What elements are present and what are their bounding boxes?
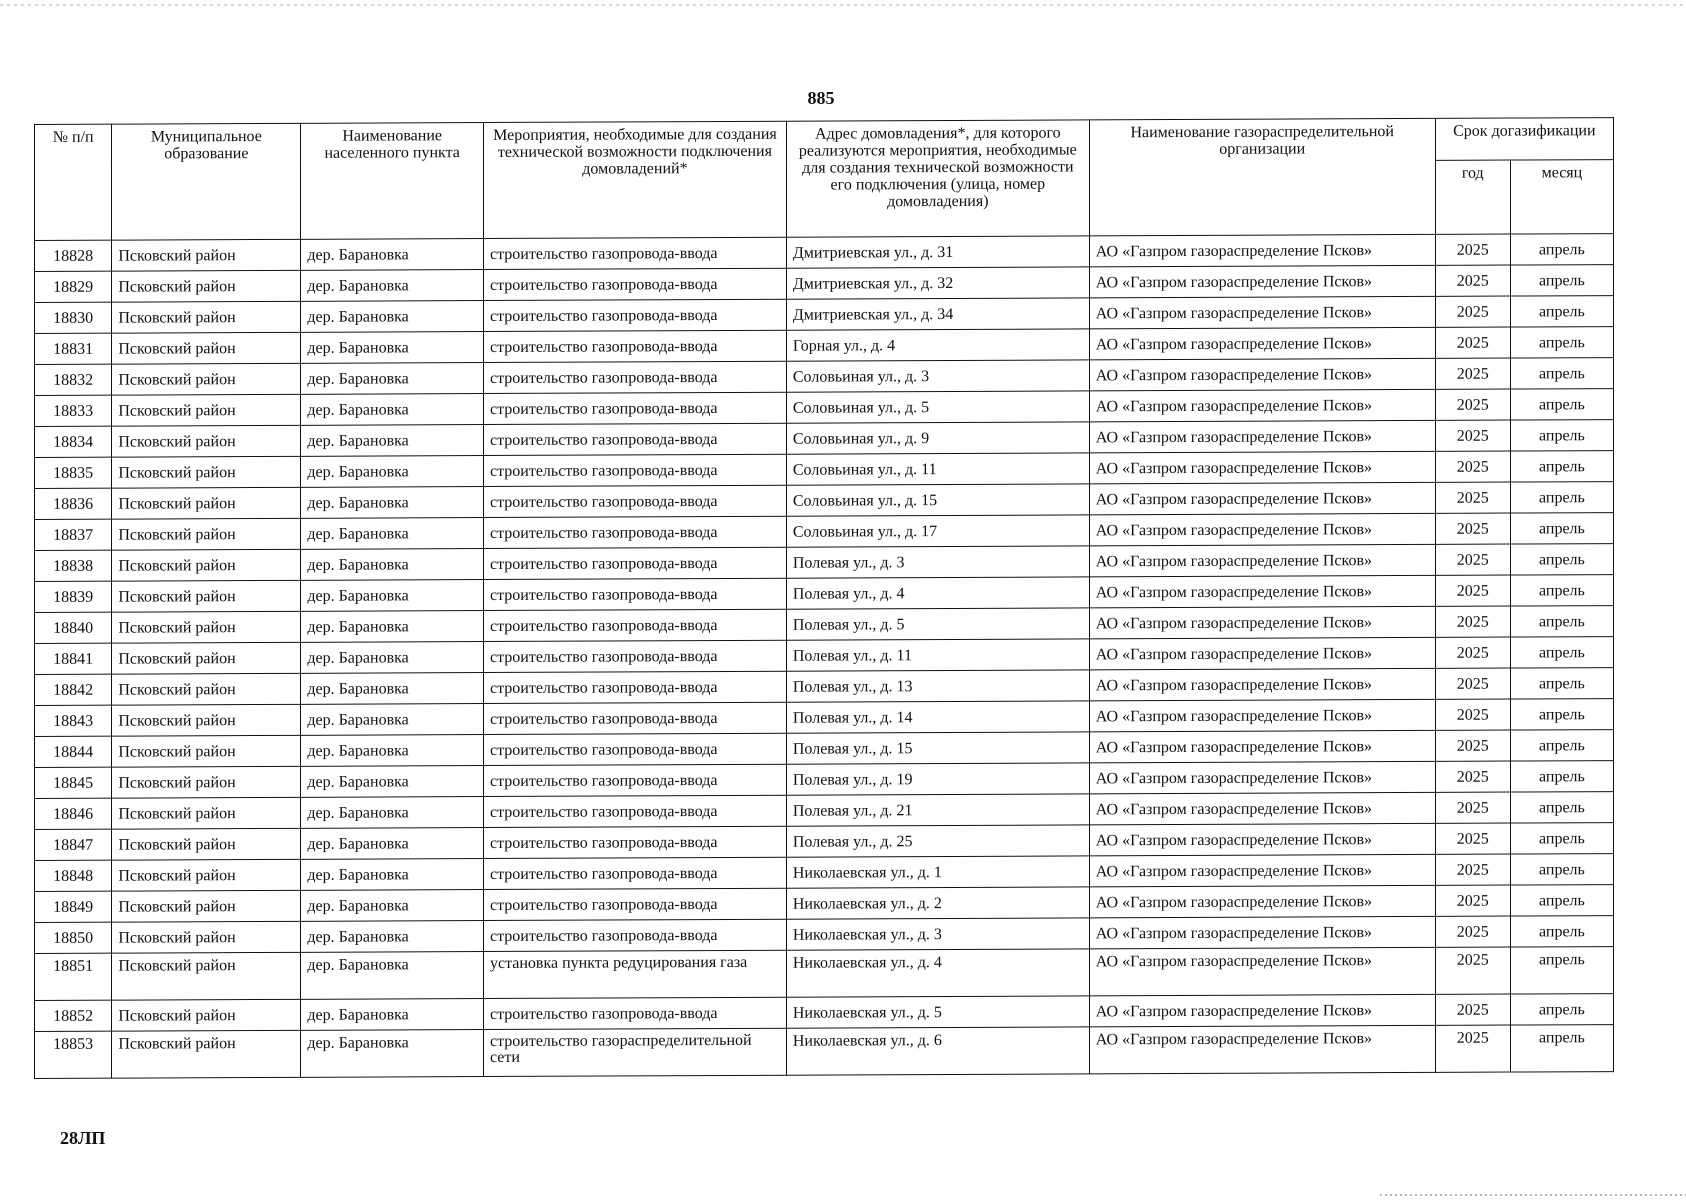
cell-organization: АО «Газпром газораспределение Псков» [1089,544,1435,577]
cell-year: 2025 [1435,482,1510,513]
cell-organization: АО «Газпром газораспределение Псков» [1089,947,1435,996]
cell-num: 18829 [35,271,112,302]
cell-year: 2025 [1435,730,1510,761]
cell-year: 2025 [1435,854,1510,885]
cell-address: Дмитриевская ул., д. 31 [786,236,1089,268]
cell-municipality: Псковский район [112,549,301,581]
cell-measure: строительство газопровода-ввода [483,485,786,517]
cell-settlement: дер. Барановка [301,1030,484,1078]
cell-settlement: дер. Барановка [301,332,484,364]
table-header [35,118,1614,241]
cell-month: апрель [1510,885,1613,916]
cell-measure: строительство газопровода-ввода [483,423,786,455]
cell-address: Полевая ул., д. 25 [786,825,1089,857]
cell-measure: строительство газопровода-ввода [483,237,786,269]
cell-settlement: дер. Барановка [301,704,484,736]
cell-measure: строительство газопровода-ввода [483,547,786,579]
cell-year: 2025 [1435,761,1510,792]
cell-municipality: Псковский район [112,425,301,457]
cell-municipality: Псковский район [112,611,301,643]
cell-municipality: Псковский район [112,518,301,550]
cell-month: апрель [1510,420,1613,451]
cell-measure: установка пункта редуцирования газа [483,950,786,998]
cell-address: Николаевская ул., д. 5 [786,996,1089,1028]
cell-organization: АО «Газпром газораспределение Псков» [1089,296,1435,329]
cell-month: апрель [1510,637,1613,668]
cell-num: 18832 [35,364,112,395]
cell-measure: строительство газопровода-ввода [483,454,786,486]
cell-measure: строительство газопровода-ввода [483,919,786,951]
cell-month: апрель [1510,327,1613,358]
cell-month: апрель [1510,854,1613,885]
cell-year: 2025 [1435,513,1510,544]
cell-organization: АО «Газпром газораспределение Псков» [1089,885,1435,918]
cell-organization: АО «Газпром газораспределение Псков» [1089,389,1435,422]
cell-measure: строительство газопровода-ввода [483,764,786,796]
cell-settlement: дер. Барановка [301,999,484,1031]
cell-settlement: дер. Барановка [301,921,484,953]
cell-year: 2025 [1435,994,1510,1025]
cell-address: Полевая ул., д. 4 [786,577,1089,609]
cell-address: Соловьиная ул., д. 5 [786,391,1089,423]
cell-settlement: дер. Барановка [301,828,484,860]
cell-address: Полевая ул., д. 3 [786,546,1089,578]
cell-settlement: дер. Барановка [301,549,484,581]
header-organization: Наименование газораспределительной организации [1089,118,1435,236]
cell-year: 2025 [1435,916,1510,947]
cell-settlement: дер. Барановка [301,766,484,798]
cell-organization: АО «Газпром газораспределение Псков» [1089,854,1435,887]
cell-organization: АО «Газпром газораспределение Псков» [1089,1025,1435,1074]
cell-num: 18853 [35,1031,112,1078]
cell-measure: строительство газопровода-ввода [483,702,786,734]
cell-municipality: Псковский район [112,766,301,798]
cell-num: 18840 [35,612,112,643]
cell-address: Полевая ул., д. 21 [786,794,1089,826]
cell-num: 18837 [35,519,112,550]
cell-organization: АО «Газпром газораспределение Псков» [1089,761,1435,794]
cell-address: Николаевская ул., д. 2 [786,887,1089,919]
cell-year: 2025 [1435,668,1510,699]
header-address: Адрес домовладения*, для которого реализуются мероприятия, необходимые для создания технической возможности его подключения (улица, номер домовладения) [786,120,1089,237]
cell-address: Николаевская ул., д. 6 [786,1027,1089,1075]
cell-num: 18845 [35,767,112,798]
cell-organization: АО «Газпром газораспределение Псков» [1089,730,1435,763]
cell-year: 2025 [1435,885,1510,916]
cell-organization: АО «Газпром газораспределение Псков» [1089,358,1435,391]
cell-settlement: дер. Барановка [301,394,484,426]
table-row [35,1025,1614,1079]
cell-measure: строительство газопровода-ввода [483,516,786,548]
cell-year: 2025 [1435,637,1510,668]
cell-num: 18833 [35,395,112,426]
cell-year: 2025 [1435,544,1510,575]
cell-month: апрель [1510,792,1613,823]
cell-num: 18847 [35,829,112,860]
cell-settlement: дер. Барановка [301,301,484,333]
cell-month: апрель [1510,482,1613,513]
cell-month: апрель [1510,544,1613,575]
cell-settlement: дер. Барановка [301,642,484,674]
cell-organization: АО «Газпром газораспределение Псков» [1089,420,1435,453]
cell-municipality: Псковский район [112,394,301,426]
cell-municipality: Псковский район [112,952,301,1000]
table-row [35,947,1614,1001]
cell-num: 18844 [35,736,112,767]
cell-month: апрель [1510,823,1613,854]
cell-num: 18836 [35,488,112,519]
cell-address: Соловьиная ул., д. 15 [786,484,1089,516]
header-month: месяц [1510,160,1613,234]
cell-municipality: Псковский район [112,270,301,302]
cell-organization: АО «Газпром газораспределение Псков» [1089,234,1435,267]
cell-month: апрель [1510,699,1613,730]
scan-edge-top [0,4,1686,6]
cell-municipality: Псковский район [112,487,301,519]
cell-measure: строительство газопровода-ввода [483,330,786,362]
cell-num: 18835 [35,457,112,488]
cell-organization: АО «Газпром газораспределение Псков» [1089,327,1435,360]
cell-settlement: дер. Барановка [301,673,484,705]
cell-organization: АО «Газпром газораспределение Псков» [1089,265,1435,298]
cell-measure: строительство газопровода-ввода [483,392,786,424]
cell-settlement: дер. Барановка [301,270,484,302]
cell-municipality: Псковский район [112,1030,301,1078]
cell-organization: АО «Газпром газораспределение Псков» [1089,668,1435,701]
cell-year: 2025 [1435,358,1510,389]
cell-municipality: Псковский район [112,301,301,333]
cell-organization: АО «Газпром газораспределение Псков» [1089,451,1435,484]
cell-month: апрель [1510,994,1613,1025]
header-year: год [1435,160,1510,234]
cell-address: Полевая ул., д. 14 [786,701,1089,733]
cell-month: апрель [1510,1025,1613,1072]
table-body [35,234,1614,1079]
header-term: Срок догазификации [1435,118,1613,161]
cell-settlement: дер. Барановка [301,952,484,1000]
cell-num: 18834 [35,426,112,457]
cell-organization: АО «Газпром газораспределение Псков» [1089,792,1435,825]
cell-year: 2025 [1435,947,1510,994]
cell-year: 2025 [1435,265,1510,296]
cell-num: 18841 [35,643,112,674]
cell-year: 2025 [1435,389,1510,420]
cell-measure: строительство газопровода-ввода [483,361,786,393]
cell-settlement: дер. Барановка [301,239,484,271]
cell-month: апрель [1510,947,1613,994]
cell-month: апрель [1510,761,1613,792]
cell-year: 2025 [1435,420,1510,451]
cell-organization: АО «Газпром газораспределение Псков» [1089,637,1435,670]
cell-municipality: Псковский район [112,890,301,922]
cell-settlement: дер. Барановка [301,518,484,550]
cell-measure: строительство газопровода-ввода [483,578,786,610]
cell-settlement: дер. Барановка [301,797,484,829]
cell-municipality: Псковский район [112,999,301,1031]
cell-municipality: Псковский район [112,828,301,860]
cell-municipality: Псковский район [112,642,301,674]
cell-measure: строительство газопровода-ввода [483,268,786,300]
scan-edge-bottom [1380,1194,1686,1196]
cell-num: 18830 [35,302,112,333]
header-municipality: Муниципальное образование [112,123,301,240]
gasification-table [34,117,1614,1079]
cell-month: апрель [1510,668,1613,699]
cell-month: апрель [1510,575,1613,606]
cell-address: Николаевская ул., д. 1 [786,856,1089,888]
cell-num: 18828 [35,240,112,271]
cell-num: 18838 [35,550,112,581]
cell-month: апрель [1510,358,1613,389]
cell-num: 18848 [35,860,112,891]
cell-settlement: дер. Барановка [301,363,484,395]
cell-municipality: Псковский район [112,673,301,705]
cell-measure: строительство газопровода-ввода [483,997,786,1029]
cell-settlement: дер. Барановка [301,611,484,643]
cell-num: 18843 [35,705,112,736]
cell-month: апрель [1510,606,1613,637]
cell-year: 2025 [1435,1025,1510,1072]
cell-address: Соловьиная ул., д. 11 [786,453,1089,485]
cell-settlement: дер. Барановка [301,859,484,891]
cell-month: апрель [1510,389,1613,420]
cell-month: апрель [1510,730,1613,761]
cell-num: 18852 [35,1000,112,1031]
cell-address: Николаевская ул., д. 4 [786,949,1089,997]
cell-month: апрель [1510,265,1613,296]
cell-municipality: Псковский район [112,580,301,612]
cell-municipality: Псковский район [112,735,301,767]
cell-municipality: Псковский район [112,456,301,488]
cell-month: апрель [1510,296,1613,327]
cell-settlement: дер. Барановка [301,890,484,922]
cell-settlement: дер. Барановка [301,580,484,612]
cell-measure: строительство газопровода-ввода [483,299,786,331]
cell-month: апрель [1510,451,1613,482]
cell-num: 18842 [35,674,112,705]
cell-organization: АО «Газпром газораспределение Псков» [1089,513,1435,546]
cell-year: 2025 [1435,792,1510,823]
cell-year: 2025 [1435,575,1510,606]
cell-measure: строительство газопровода-ввода [483,640,786,672]
cell-address: Соловьиная ул., д. 17 [786,515,1089,547]
cell-address: Полевая ул., д. 11 [786,639,1089,671]
cell-organization: АО «Газпром газораспределение Псков» [1089,699,1435,732]
cell-num: 18849 [35,891,112,922]
header-measures: Мероприятия, необходимые для создания технической возможности подключения домовладений* [483,121,786,238]
cell-num: 18846 [35,798,112,829]
document-code: 28ЛП [60,1128,106,1148]
header-settlement: Наименование населенного пункта [301,123,484,240]
cell-year: 2025 [1435,699,1510,730]
cell-measure: строительство газопровода-ввода [483,857,786,889]
cell-measure: строительство газопровода-ввода [483,795,786,827]
cell-address: Николаевская ул., д. 3 [786,918,1089,950]
cell-settlement: дер. Барановка [301,735,484,767]
cell-num: 18851 [35,953,112,1000]
cell-measure: строительство газопровода-ввода [483,826,786,858]
cell-municipality: Псковский район [112,332,301,364]
cell-organization: АО «Газпром газораспределение Псков» [1089,482,1435,515]
cell-year: 2025 [1435,823,1510,854]
cell-measure: строительство газопровода-ввода [483,888,786,920]
cell-address: Дмитриевская ул., д. 34 [786,298,1089,330]
cell-organization: АО «Газпром газораспределение Псков» [1089,575,1435,608]
cell-municipality: Псковский район [112,363,301,395]
cell-address: Полевая ул., д. 5 [786,608,1089,640]
cell-month: апрель [1510,513,1613,544]
cell-organization: АО «Газпром газораспределение Псков» [1089,823,1435,856]
cell-address: Соловьиная ул., д. 3 [786,360,1089,392]
cell-settlement: дер. Барановка [301,456,484,488]
cell-address: Дмитриевская ул., д. 32 [786,267,1089,299]
cell-year: 2025 [1435,451,1510,482]
cell-municipality: Псковский район [112,239,301,271]
cell-measure: строительство газопровода-ввода [483,733,786,765]
cell-year: 2025 [1435,234,1510,265]
cell-organization: АО «Газпром газораспределение Псков» [1089,916,1435,949]
page-number: 885 [807,88,835,108]
cell-address: Полевая ул., д. 13 [786,670,1089,702]
cell-num: 18831 [35,333,112,364]
cell-organization: АО «Газпром газораспределение Псков» [1089,606,1435,639]
cell-address: Соловьиная ул., д. 9 [786,422,1089,454]
cell-month: апрель [1510,916,1613,947]
cell-year: 2025 [1435,606,1510,637]
cell-address: Полевая ул., д. 15 [786,732,1089,764]
cell-organization: АО «Газпром газораспределение Псков» [1089,994,1435,1027]
cell-settlement: дер. Барановка [301,487,484,519]
cell-measure: строительство газопровода-ввода [483,609,786,641]
cell-address: Полевая ул., д. 19 [786,763,1089,795]
header-num: № п/п [35,124,112,240]
cell-month: апрель [1510,234,1613,265]
cell-year: 2025 [1435,296,1510,327]
cell-num: 18850 [35,922,112,953]
cell-municipality: Псковский район [112,921,301,953]
cell-address: Горная ул., д. 4 [786,329,1089,361]
cell-num: 18839 [35,581,112,612]
cell-measure: строительство газопровода-ввода [483,671,786,703]
cell-year: 2025 [1435,327,1510,358]
cell-municipality: Псковский район [112,859,301,891]
cell-measure: строительство газораспределительной сети [483,1028,786,1076]
cell-municipality: Псковский район [112,797,301,829]
cell-municipality: Псковский район [112,704,301,736]
cell-settlement: дер. Барановка [301,425,484,457]
